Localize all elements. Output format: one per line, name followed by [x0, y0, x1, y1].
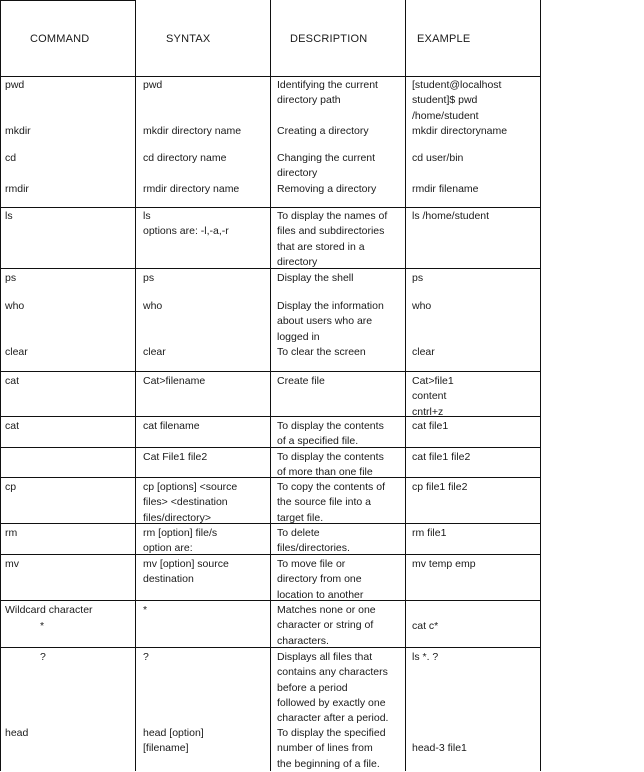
column-divider — [135, 0, 136, 771]
cell-syntax: cp [options] <source — [143, 481, 238, 493]
cell-example: ps — [412, 272, 424, 284]
cell-example: cd user/bin — [412, 152, 464, 164]
cell-description: Creating a directory — [277, 125, 369, 137]
cell-description: directory — [277, 255, 318, 268]
cell-command: mv — [5, 558, 19, 570]
cell-description: the beginning of a file. — [277, 757, 380, 770]
cell-syntax: destination — [143, 573, 194, 586]
cell-description: Removing a directory — [277, 183, 377, 195]
row-divider — [0, 554, 541, 555]
cell-description: To display the names of — [277, 210, 388, 222]
cell-command: mkdir — [5, 125, 31, 137]
cell-command: rmdir — [5, 183, 29, 195]
cell-description: contains any characters — [277, 666, 388, 679]
cell-syntax: mv [option] source — [143, 558, 229, 570]
cell-description: the source file into a — [277, 496, 371, 509]
cell-example: who — [412, 300, 432, 312]
cell-description: To delete — [277, 527, 320, 539]
cell-command: cd — [5, 152, 17, 164]
cell-description: Identifying the current — [277, 79, 378, 91]
cell-command: cat — [5, 375, 20, 387]
cell-command: ps — [5, 272, 17, 284]
cell-description: number of lines from — [277, 742, 373, 755]
cell-example: [student@localhost — [412, 79, 502, 91]
table-border-right — [540, 0, 541, 771]
cell-example: mv temp emp — [412, 558, 476, 570]
cell-example: student]$ pwd — [412, 94, 478, 107]
cell-syntax: options are: -l,-a,-r — [143, 225, 229, 238]
cell-example: cat c* — [412, 620, 439, 632]
cell-example: cntrl+z — [412, 405, 444, 418]
cell-syntax: option are: — [143, 542, 193, 555]
cell-description: Display the information — [277, 300, 384, 312]
row-divider — [0, 477, 541, 478]
row-divider — [0, 523, 541, 524]
cell-description: directory path — [277, 94, 341, 107]
cell-example: head-3 file1 — [412, 742, 467, 754]
cell-description: followed by exactly one — [277, 696, 386, 709]
cell-syntax: pwd — [143, 79, 163, 91]
row-divider — [0, 416, 541, 417]
cell-example: mkdir directoryname — [412, 125, 508, 137]
cell-command: rm — [5, 527, 18, 539]
cell-description: To display the contents — [277, 451, 384, 463]
cell-syntax: cd directory name — [143, 152, 227, 164]
cell-description: To display the contents — [277, 420, 384, 432]
cell-command: * — [40, 620, 45, 632]
cell-description: Changing the current — [277, 152, 376, 164]
row-divider — [0, 76, 541, 77]
cell-description: location to another — [277, 588, 364, 601]
cell-description: Matches none or one — [277, 604, 376, 616]
cell-description: To clear the screen — [277, 346, 366, 358]
cell-syntax: Cat File1 file2 — [143, 451, 208, 463]
cell-syntax: files> <destination — [143, 496, 228, 509]
cell-description: directory from one — [277, 573, 362, 586]
cell-description: characters. — [277, 634, 329, 647]
cell-example: rmdir filename — [412, 183, 479, 195]
cell-syntax: clear — [143, 346, 166, 358]
cell-description: logged in — [277, 330, 320, 343]
cell-syntax: ps — [143, 272, 155, 284]
cell-command: pwd — [5, 79, 25, 91]
table-border-left — [0, 0, 1, 771]
cell-description: character or string of — [277, 619, 374, 632]
cell-syntax: Cat>filename — [143, 375, 206, 387]
cell-example: /home/student — [412, 109, 479, 122]
cell-syntax: rmdir directory name — [143, 183, 240, 195]
cell-syntax: who — [143, 300, 163, 312]
cell-description: about users who are — [277, 315, 373, 328]
cell-example: clear — [412, 346, 435, 358]
row-divider — [0, 207, 541, 208]
cell-command: who — [5, 300, 25, 312]
cell-example: rm file1 — [412, 527, 447, 539]
row-divider — [0, 447, 541, 448]
cell-example: content — [412, 390, 447, 403]
cell-description: of more than one file — [277, 466, 373, 479]
table-border-top — [0, 0, 135, 1]
cell-example: cat file1 file2 — [412, 451, 471, 463]
cell-syntax: ? — [143, 651, 149, 663]
cell-command: head — [5, 727, 29, 739]
cell-command: ls — [5, 210, 13, 222]
header-example: EXAMPLE — [417, 33, 471, 45]
cell-description: To display the specified — [277, 727, 386, 739]
cell-example: Cat>file1 — [412, 375, 454, 387]
cell-syntax: [filename] — [143, 742, 189, 755]
cell-syntax: mkdir directory name — [143, 125, 242, 137]
cell-description: To copy the contents of — [277, 481, 385, 493]
cell-description: Display the shell — [277, 272, 354, 284]
cell-description: before a period — [277, 681, 348, 694]
cell-command: ? — [40, 651, 46, 663]
header-description: DESCRIPTION — [290, 33, 368, 45]
cell-description: Create file — [277, 375, 325, 387]
row-divider — [0, 371, 541, 372]
cell-syntax: files/directory> — [143, 511, 211, 524]
cell-example: cp file1 file2 — [412, 481, 468, 493]
row-divider — [0, 600, 541, 601]
cell-description: files and subdirectories — [277, 225, 385, 238]
cell-command: cat — [5, 420, 20, 432]
cell-description: that are stored in a — [277, 240, 365, 253]
cell-description: character after a period. — [277, 712, 389, 725]
cell-syntax: head [option] — [143, 727, 204, 739]
cell-example: cat file1 — [412, 420, 449, 432]
cell-description: To move file or — [277, 558, 346, 570]
cell-description: Displays all files that — [277, 651, 373, 663]
cell-syntax: ls — [143, 210, 151, 222]
cell-command: cp — [5, 481, 17, 493]
column-divider — [405, 0, 406, 771]
column-divider — [270, 0, 271, 771]
cell-syntax: * — [143, 604, 148, 616]
row-divider — [0, 268, 541, 269]
cell-description: directory — [277, 167, 318, 180]
cell-description: target file. — [277, 511, 324, 524]
cell-example: ls *. ? — [412, 651, 439, 663]
cell-syntax: cat filename — [143, 420, 200, 432]
cell-syntax: rm [option] file/s — [143, 527, 218, 539]
cell-description: files/directories. — [277, 542, 350, 555]
header-syntax: SYNTAX — [166, 33, 211, 45]
cell-example: ls /home/student — [412, 210, 490, 222]
cell-command: Wildcard character — [5, 604, 93, 616]
cell-command: clear — [5, 346, 28, 358]
row-divider — [0, 647, 541, 648]
cell-description: of a specified file. — [277, 435, 359, 448]
header-command: COMMAND — [30, 33, 90, 45]
